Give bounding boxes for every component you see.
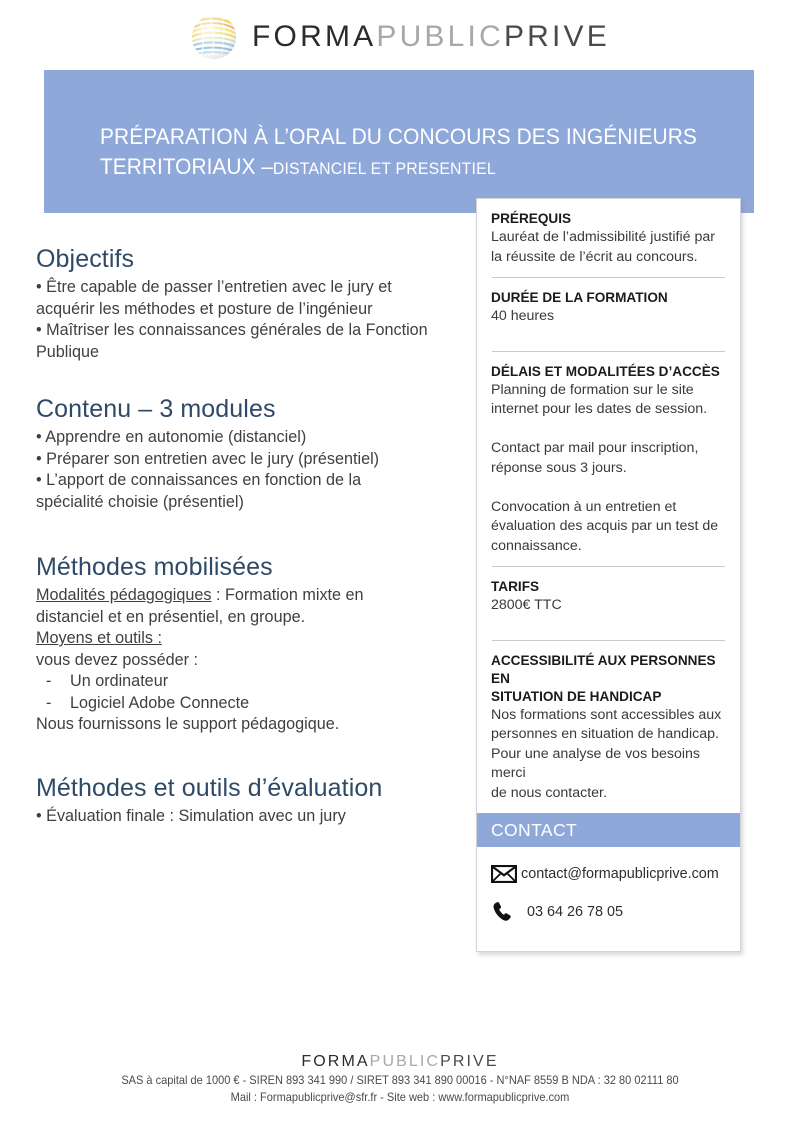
- section-methodes-evaluation-line: • Évaluation finale : Simulation avec un jury: [36, 806, 346, 825]
- section-methodes-evaluation: [36, 772, 461, 828]
- contact-section-label: CONTACT: [491, 819, 578, 840]
- info-card: [476, 198, 741, 952]
- footer-wordmark-part1: FORMA: [301, 1053, 370, 1070]
- phone-icon-svg: [491, 900, 515, 924]
- brand-wordmark-part1: FORMA: [252, 20, 377, 53]
- info-block-tarifs-line: 2800€ TTC: [491, 597, 562, 613]
- info-block-prerequis-line: Lauréat de l’admissibilité justifié par: [491, 229, 715, 245]
- contact-phone-text: 03 64 26 78 05: [527, 904, 624, 920]
- info-block-delais-line: Contact par mail pour inscription,: [491, 440, 699, 456]
- section-methodes-mobilisees: [36, 551, 461, 736]
- footer-legal-line1: SAS à capital de 1000 € - SIREN 893 341 990 / SIRET 893 341 890 00016 - N°NAF 8559 B NDA : 32 80 02111 80: [121, 1074, 679, 1087]
- title-banner: [44, 70, 754, 213]
- modalites-pedagogiques-label: Modalités pédagogiques: [36, 586, 212, 604]
- section-contenu-line: • Préparer son entretien avec le jury (présentiel): [36, 449, 380, 468]
- info-block-delais-heading: DÉLAIS ET MODALITÉES D’ACCÈS: [491, 363, 720, 379]
- spacer: [491, 616, 726, 630]
- envelope-icon: [491, 863, 521, 885]
- page-title-line1: PRÉPARATION À L’ORAL DU CONCOURS DES INGÉNIEURS: [100, 124, 697, 149]
- info-block-delais-line: connaissance.: [491, 537, 582, 554]
- modalites-pedagogiques-line: [36, 585, 461, 607]
- section-methodes-mobilisees-heading: Méthodes mobilisées: [36, 553, 273, 581]
- title-banner-text: [100, 122, 740, 184]
- section-objectifs: [36, 243, 461, 363]
- info-block-prerequis-line: la réussite de l’écrit au concours.: [491, 248, 698, 265]
- info-block-delais-line: réponse sous 3 jours.: [491, 459, 627, 476]
- info-card-body: [477, 199, 740, 813]
- info-block-delais-line: évaluation des acquis par un test de: [491, 518, 719, 534]
- section-objectifs-line: • Maîtriser les connaissances générales de la Fonction: [36, 321, 428, 339]
- info-block-prerequis-heading: PRÉREQUIS: [491, 211, 572, 226]
- info-block-accessibilite-line: personnes en situation de handicap.: [491, 726, 719, 742]
- info-block-delais-line: Convocation à un entretien et: [491, 498, 677, 515]
- page-footer: [0, 1052, 800, 1106]
- info-block-accessibilite-heading-line2: SITUATION DE HANDICAP: [491, 688, 662, 704]
- footer-wordmark-part3: PRIVE: [440, 1053, 499, 1070]
- section-contenu: [36, 393, 461, 513]
- contact-details: [477, 847, 740, 923]
- info-block-tarifs-heading: TARIFS: [491, 579, 540, 594]
- spacer: [36, 736, 461, 772]
- moyens-et-outils-item: - Un ordinateur: [36, 671, 461, 693]
- phone-icon: [491, 901, 521, 923]
- spacer: [36, 363, 461, 393]
- section-objectifs-line: acquérir les méthodes et posture de l’ingénieur: [36, 299, 373, 318]
- envelope-icon-svg: [491, 865, 517, 883]
- info-block-delais-line: [491, 478, 726, 498]
- contact-section-header: [477, 813, 740, 847]
- modalites-pedagogiques-text: : Formation mixte en: [211, 586, 364, 604]
- page-title-line2-main: TERRITORIAUX –: [100, 154, 273, 179]
- section-contenu-line: spécialité choisie (présentiel): [36, 492, 244, 511]
- moyens-et-outils-item: - Logiciel Adobe Connecte: [36, 693, 461, 715]
- info-block-duree-line: 40 heures: [491, 308, 555, 324]
- brand-wordmark-part3: PRIVE: [503, 20, 610, 53]
- contact-email-text: contact@formapublicprive.com: [521, 866, 719, 882]
- modalites-pedagogiques-line2: distanciel et en présentiel, en groupe.: [36, 607, 306, 626]
- info-block-duree: [491, 278, 726, 351]
- footer-wordmark-part2: PUBLIC: [369, 1053, 441, 1070]
- section-objectifs-heading: Objectifs: [36, 245, 135, 273]
- section-contenu-line: • L’apport de connaissances en fonction de la: [36, 471, 362, 489]
- moyens-et-outils-label: Moyens et outils :: [36, 629, 162, 647]
- section-contenu-line: • Apprendre en autonomie (distanciel): [36, 428, 307, 446]
- spacer: [491, 327, 726, 341]
- main-content-column: [36, 243, 461, 827]
- info-block-accessibilite-line: de nous contacter.: [491, 784, 607, 801]
- contact-phone-row[interactable]: [491, 901, 740, 923]
- info-block-delais: [491, 352, 726, 567]
- globe-sphere-logo-icon: [190, 13, 238, 61]
- info-block-accessibilite-line: Pour une analyse de vos besoins merci: [491, 745, 701, 781]
- info-block-delais-line: internet pour les dates de session.: [491, 401, 708, 417]
- moyens-et-outils-line: [36, 628, 461, 650]
- brand-wordmark-part2: PUBLIC: [376, 20, 504, 53]
- info-block-tarifs: [491, 567, 726, 640]
- info-block-accessibilite-line: Nos formations sont accessibles aux: [491, 706, 722, 723]
- page-title-subtitle: DISTANCIEL ET PRESENTIEL: [272, 159, 496, 178]
- info-block-duree-heading: DURÉE DE LA FORMATION: [491, 290, 668, 305]
- spacer: [36, 513, 461, 551]
- footer-legal-line2: Mail : Formapublicprive@sfr.fr - Site web : www.formapublicprive.com: [230, 1091, 570, 1104]
- page-title-line2: [100, 152, 695, 184]
- brand-wordmark: [252, 22, 610, 52]
- brand-header: [0, 8, 800, 66]
- section-objectifs-line: Publique: [36, 342, 100, 361]
- section-objectifs-line: • Être capable de passer l’entretien avec le jury et: [36, 278, 392, 296]
- section-methodes-evaluation-heading: Méthodes et outils d’évaluation: [36, 773, 383, 802]
- info-block-prerequis: [491, 199, 726, 277]
- contact-email-row[interactable]: [491, 863, 740, 885]
- info-block-accessibilite-heading-line1: ACCESSIBILITÉ AUX PERSONNES EN: [491, 652, 716, 686]
- footer-brand-wordmark: [0, 1052, 800, 1072]
- moyens-et-outils-intro: vous devez posséder :: [36, 650, 198, 669]
- section-contenu-heading: Contenu – 3 modules: [36, 395, 276, 423]
- info-block-accessibilite: [491, 641, 726, 814]
- info-block-delais-line: Planning de formation sur le site: [491, 381, 694, 398]
- info-block-delais-line: [491, 420, 726, 440]
- methodes-mobilisees-closing: Nous fournissons le support pédagogique.: [36, 715, 340, 733]
